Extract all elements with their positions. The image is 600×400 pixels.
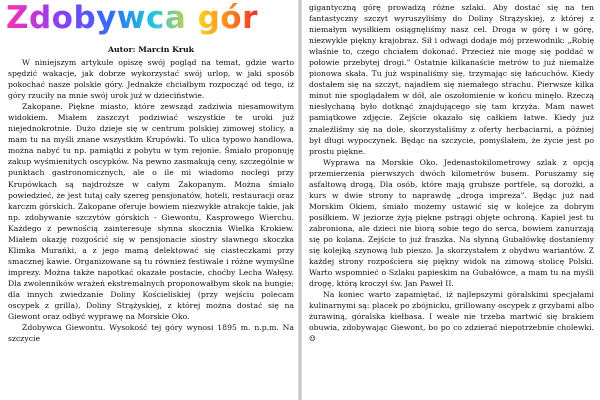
author-line: Autor: Marcin Kruk — [107, 45, 195, 54]
paragraph-zakopane: Zakopane. Piękne miasto, które zewsząd zadziwia niesamowitym widokiem. Miałem zaszczyt podziwiać wszystkie te uroki już niejednokrotnie. Dużo dzieje się w centrum polskiej zimowej stolicy, a mam tu na myśli znane wszystkim Krupówki. To ulica typowo handlowa, można nabyć tu np. pamiątki z pobytu w tym rejonie. Śmiało proponuję zakup wyśmienitych oscypków. Na pewno zasmakują ceny, szczególnie w punktach gastronomicznych, ale o ile mi wiadomo noclegi przy Krupówkach są najdroższe w całym Zakopanym. Można śmiało powiedzieć, że jest tutaj cały szereg pensjonatów, hoteli, restauracji oraz karczm górskich. Zakopane oferuje bowiem niezwykłe atrakcje takie, jak np. zdobywanie szczytów górskich - Giewontu, Kasprowego Wierchu. Każdego z pewnością zainteresuje słynna skocznia Wielka Krokiew. Miałem okazję rozgościć się w pensjonacie siostry sławnego skoczka Klimka Murańki, a z jego mamą delektować się ciasteczkami przy smacznej kawie. Organizowane są tu również festiwale i różne wymyślne imprezy. Można także napotkać okazałe postacie, choćby Lecha Wałęsy. Dla zwolenników wrażeń ekstremalnych proponowałbym skok na bungie; dla innych zwiedzanie Doliny Kościeliskiej (przy wejściu polecam oscypek z grilla), Doliny Strążyskiej, z której można dostać się na Giewont oraz odbyć wyprawę na Morskie Oko. — [8, 102, 294, 322]
article-title: Zdobywca gór — [6, 0, 258, 36]
paragraph-giewont-start: Zdobywca Giewontu. Wysokość tej góry wynosi 1895 m. n.p.m. Na szczycie — [8, 323, 294, 344]
paragraph-giewont-cont: gigantyczną górę prowadzą różne szlaki. Aby dostać się na ten fantastyczny szczyt wyruszyliśmy do Doliny Strążyskiej, z której z niemałym wysiłkiem osiągnęliśmy nasz cel. Droga w górę i w górę, niezwykle piękny krajobraz. Sił i odwagi dodaje mój przewodnik: „Robię właśnie to, czego chciałem dokonać. Przecież nie mogę się poddać w połowie przebytej drogi.” Ostatnie kilkanaście metrów to już niemalże pionowa skała. Tu już wspinaliśmy się, trzymając się łańcuchów. Kiedy dostałem się na szczyt, najadłem się niemałego strachu. Pierwsze kilka minut nie spoglądałem w dół, ale oszołomienie w końcu minęło. Rzeczą niesłychaną było dotknąć znajdującego się tam krzyża. Mam nawet pamiątkowe zdjęcie. Zejście okazało się całkiem łatwe. Kiedy już znaleźliśmy się na dole, skorzystaliśmy z oferty herbaciarni, a później był długi wypoczynek. Będąc na szczycie, pomyślałem, że życie jest po prostu piękne. — [309, 3, 594, 156]
right-column — [300, 0, 600, 400]
paragraph-morskie-oko: Wyprawa na Morskie Oko. Jedenastokilometrowy szlak z opcją przemierzenia pierwszych dwóch kilometrów busem. Poruszamy się asfaltową drogą. Dla osób, które mają grubsze portfele, są dorożki, a kurs w dwie strony to naprawdę „droga impreza”. Będąc już nad Morskim Okiem, śmiało możemy ustawić się w kolejce za dobrym posiłkiem. W jeziorze żyją piękne pstrągi objęte ochroną. Kapiel jest tu zabroniona, ale dzieci nie biorą sobie tego do serca, bowiem zanurzają się po kolana. Zejście to już fraszka. Na słynną Gubałówkę dostaniemy się kolejką szynową lub pieszo. Ja skorzystałem z obydwu wariantów. Z każdej strony rozpościera się piękny widok na zimową stolicę Polski. Warto wspomnieć o Szlaku papieskim na Gubałówce, a mam tu na myśli drogę, którą kroczył św. Jan Paweł II. — [309, 157, 594, 289]
paragraph-intro: W niniejszym artykule opiszę swój pogląd na temat, gdzie warto spędzić wakacje, jak dobrze wykorzystać swój urlop, w jaki sposób pokochać nasze polskie góry. Jednakże chciałbym rozpocząć od tego, iż góry rzuciły na mnie swój urok już w dzieciństwie. — [8, 58, 294, 101]
title-block — [8, 2, 294, 44]
paragraph-conclusion: Na koniec warto zapamiętać, iż najlepszymi góralskimi specjałami kulinarnymi są: placek po zbójnicku, grillowany oscypek z grzybami albo żurawiną, góralska kiełbasa. I weale nie trzeba martwić się brakiem obuwia, zdobywając Giewont, bo po co zdzierać niepotrzebnie cholewki. ☺ — [309, 290, 594, 344]
